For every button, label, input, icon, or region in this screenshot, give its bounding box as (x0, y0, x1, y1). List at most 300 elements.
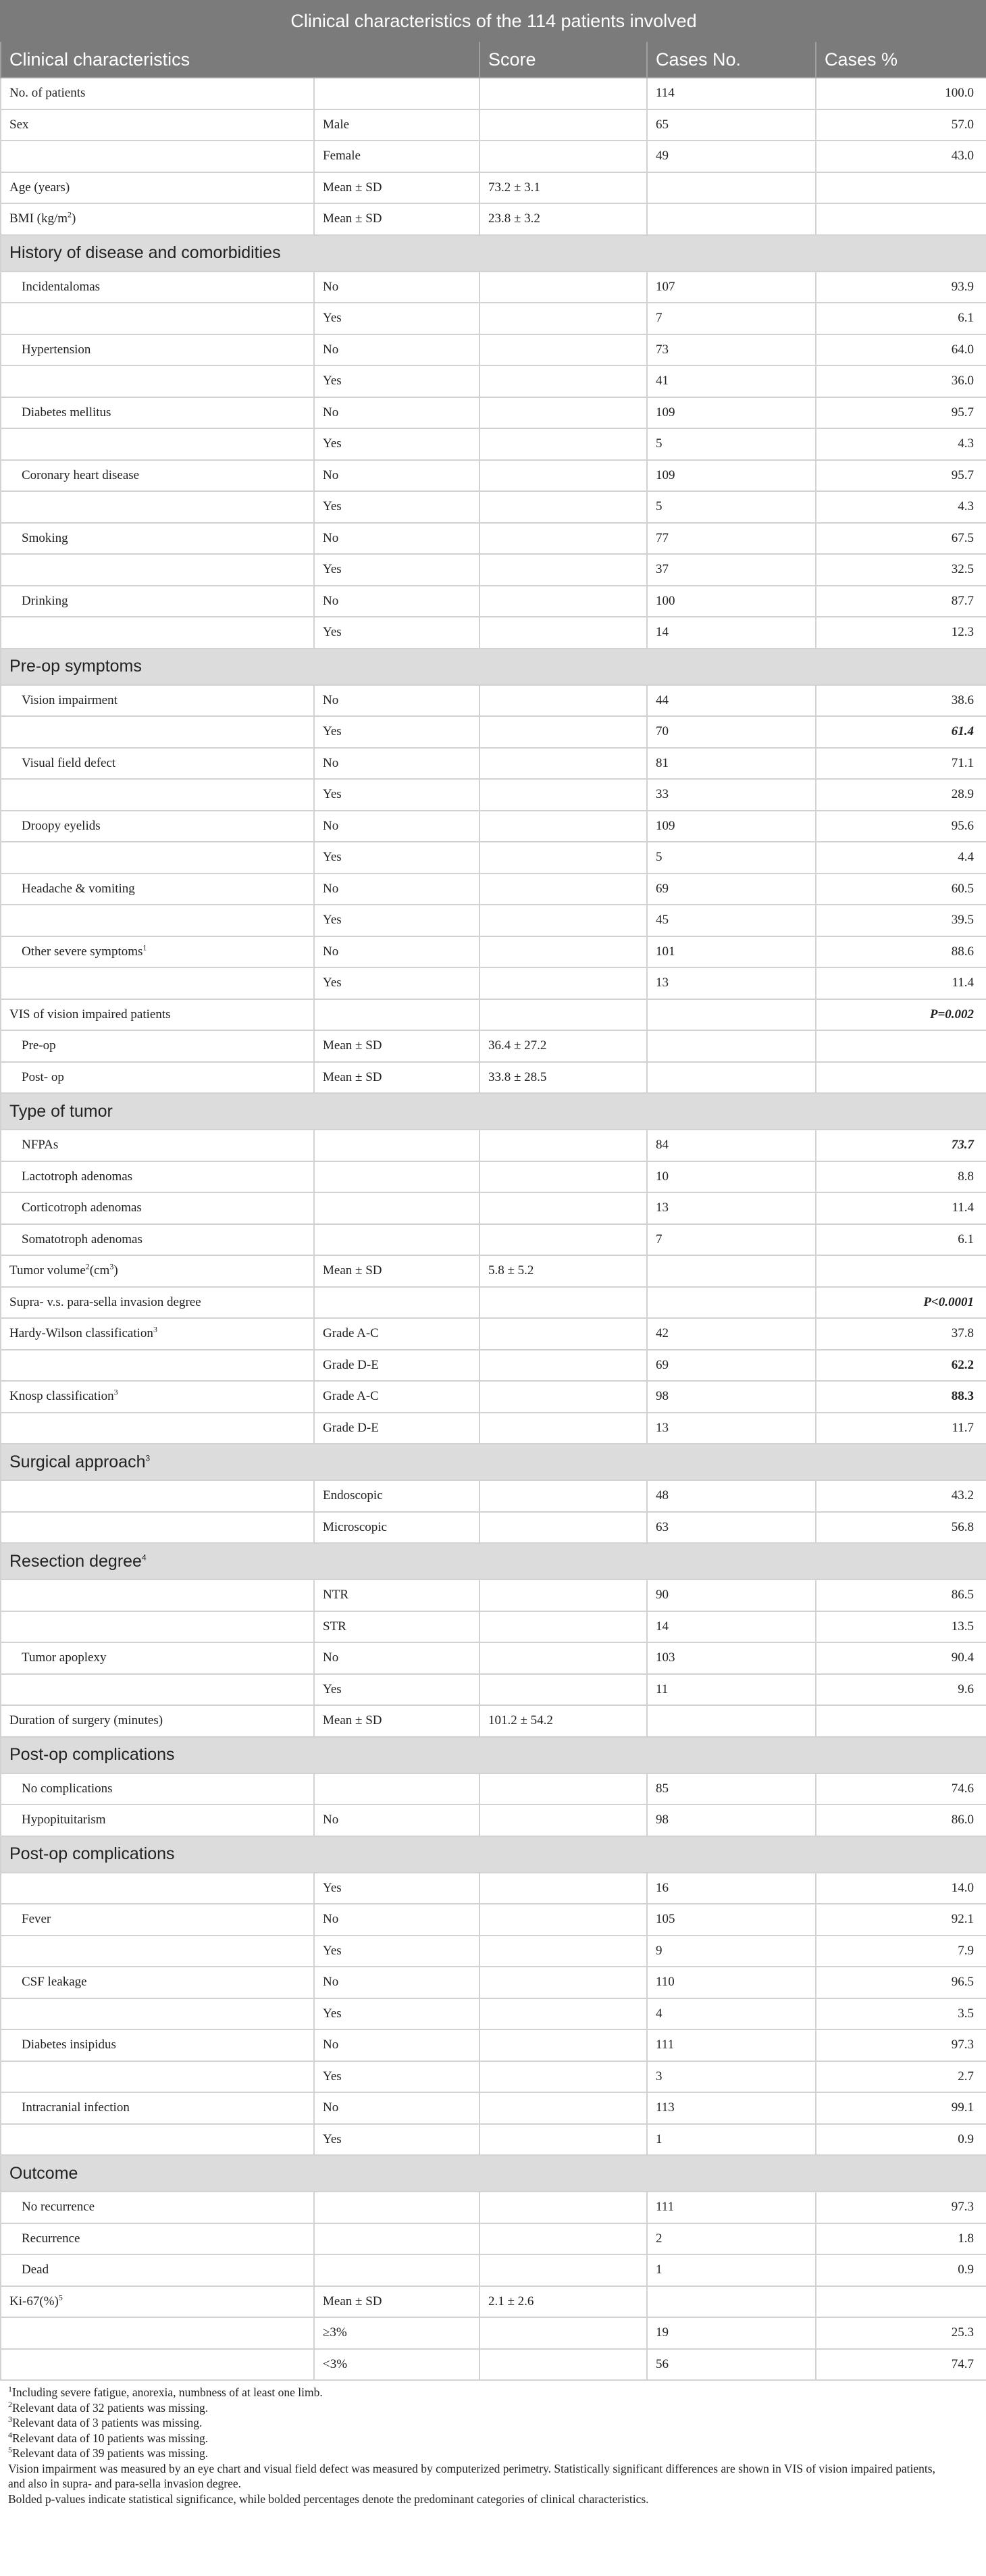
cases-percent-cell: 61.4 (816, 716, 986, 748)
cases-percent-cell (816, 2286, 986, 2318)
unit-exponent: 3 (109, 1261, 114, 1271)
subcategory-cell: No (314, 936, 479, 968)
score-cell (479, 1936, 647, 1967)
subcategory-cell: Yes (314, 716, 479, 748)
score-cell (479, 1192, 647, 1224)
cases-no-cell: 5 (647, 842, 816, 874)
score-cell (479, 78, 647, 109)
cases-percent-cell: 99.1 (816, 2092, 986, 2124)
cases-no-cell: 90 (647, 1580, 816, 1611)
cases-no-cell: 14 (647, 617, 816, 649)
characteristic-cell (1, 1318, 314, 1350)
subcategory-cell: Yes (314, 491, 479, 523)
characteristic-label: NFPAs (22, 1138, 59, 1153)
footnote-text: Relevant data of 39 patients was missing. (12, 2446, 209, 2460)
characteristic-label: Fever (22, 1912, 51, 1927)
subcategory-cell: Yes (314, 1936, 479, 1967)
table-row (1, 1705, 986, 1737)
score-cell (479, 1804, 647, 1836)
characteristic-cell (1, 586, 314, 617)
score-cell (479, 1998, 647, 2030)
characteristic-cell (1, 1998, 314, 2030)
cases-percent-cell: 87.7 (816, 586, 986, 617)
characteristic-cell (1, 303, 314, 334)
score-cell (479, 967, 647, 999)
cases-percent-cell: 3.5 (816, 1998, 986, 2030)
table-row (1, 2124, 986, 2156)
cases-percent-cell: 0.9 (816, 2254, 986, 2286)
table-row (1, 397, 986, 429)
score-cell (479, 2124, 647, 2156)
subcategory-cell (314, 1192, 479, 1224)
characteristic-cell (1, 2317, 314, 2349)
score-cell (479, 1480, 647, 1512)
cases-no-cell: 107 (647, 272, 816, 303)
characteristic-label: Lactotroph adenomas (22, 1169, 133, 1184)
characteristic-label: Headache & vomiting (22, 881, 135, 896)
cases-no-cell: 13 (647, 1413, 816, 1444)
table-row (1, 1062, 986, 1094)
characteristic-cell (1, 460, 314, 492)
subcategory-cell: No (314, 272, 479, 303)
score-cell (479, 1967, 647, 1998)
subcategory-cell: Yes (314, 905, 479, 936)
footnote-line (8, 2415, 978, 2431)
table-row (1, 2192, 986, 2223)
subcategory-cell: Male (314, 109, 479, 141)
cases-no-cell: 48 (647, 1480, 816, 1512)
characteristic-cell (1, 2286, 314, 2318)
score-cell (479, 2349, 647, 2381)
table-row (1, 1130, 986, 1161)
footnote-ref: 1 (142, 942, 147, 953)
characteristic-label: Vision impairment (22, 692, 118, 707)
score-cell (479, 874, 647, 905)
cases-percent-cell (816, 1030, 986, 1062)
subcategory-cell (314, 78, 479, 109)
footnote-line (8, 2446, 978, 2461)
footnote-text: Relevant data of 10 patients was missing. (12, 2431, 209, 2445)
table-row (1, 1287, 986, 1319)
characteristic-cell (1, 1480, 314, 1512)
subcategory-cell (314, 999, 479, 1031)
characteristic-label: Post- op (22, 1069, 64, 1084)
characteristic-cell (1, 397, 314, 429)
characteristic-cell (1, 1062, 314, 1094)
characteristic-label: Hardy-Wilson classification (9, 1326, 153, 1341)
table-row (1, 1611, 986, 1643)
subcategory-cell: Yes (314, 303, 479, 334)
cases-percent-cell (816, 1062, 986, 1094)
subcategory-cell: Microscopic (314, 1512, 479, 1544)
characteristic-label: VIS of vision impaired patients (9, 1007, 171, 1021)
table-footnotes (0, 2381, 986, 2506)
section-header-row (1, 1093, 986, 1130)
score-cell (479, 716, 647, 748)
cases-no-cell: 5 (647, 428, 816, 460)
cases-percent-cell: 4.3 (816, 428, 986, 460)
subcategory-cell: Yes (314, 2124, 479, 2156)
characteristic-cell (1, 1255, 314, 1287)
cases-percent-cell: 64.0 (816, 334, 986, 366)
table-row (1, 1030, 986, 1062)
subcategory-cell: ≥3% (314, 2317, 479, 2349)
characteristic-cell (1, 1350, 314, 1382)
table-row (1, 905, 986, 936)
cases-percent-cell: 39.5 (816, 905, 986, 936)
section-title-text: Post-op complications (9, 1745, 175, 1764)
cases-percent-cell: 0.9 (816, 2124, 986, 2156)
score-cell (479, 2092, 647, 2124)
score-cell (479, 842, 647, 874)
table-row (1, 748, 986, 780)
cases-no-cell: 7 (647, 303, 816, 334)
characteristic-cell (1, 1873, 314, 1904)
section-header-row (1, 1444, 986, 1480)
score-cell (479, 109, 647, 141)
subcategory-cell: No (314, 1904, 479, 1936)
cases-no-cell: 111 (647, 2192, 816, 2223)
characteristic-cell (1, 779, 314, 811)
cases-no-cell: 110 (647, 1967, 816, 1998)
cases-percent-cell: 4.4 (816, 842, 986, 874)
footnote-text: Relevant data of 32 patients was missing. (12, 2400, 209, 2415)
cases-percent-cell (816, 1705, 986, 1737)
footnote-number: 2 (8, 2399, 12, 2409)
cases-no-cell: 41 (647, 365, 816, 397)
score-cell (479, 365, 647, 397)
subcategory-cell: Yes (314, 2061, 479, 2093)
footnote-text: Vision impairment was measured by an eye chart and visual field defect was measured by computerized perimetry. Statistically significant differences are shown in VIS of vision impaired patients, (8, 2461, 935, 2475)
score-cell (479, 141, 647, 172)
cases-percent-cell: 7.9 (816, 1936, 986, 1967)
subcategory-cell: Yes (314, 779, 479, 811)
section-header-row (1, 2155, 986, 2192)
table-row (1, 172, 986, 204)
table-row (1, 365, 986, 397)
score-cell (479, 1381, 647, 1413)
characteristic-cell (1, 78, 314, 109)
table-row (1, 1480, 986, 1512)
section-title (1, 1093, 986, 1130)
table-row (1, 1318, 986, 1350)
footnote-line (8, 2476, 978, 2492)
score-cell: 101.2 ± 54.2 (479, 1705, 647, 1737)
cases-percent-cell: 56.8 (816, 1512, 986, 1544)
characteristic-label: Supra- v.s. para-sella invasion degree (9, 1294, 201, 1309)
cases-no-cell: 113 (647, 2092, 816, 2124)
cases-percent-cell (816, 203, 986, 235)
cases-no-cell: 1 (647, 2124, 816, 2156)
subcategory-cell (314, 2223, 479, 2255)
characteristic-cell (1, 1936, 314, 1967)
cases-percent-cell: 28.9 (816, 779, 986, 811)
table-row (1, 2029, 986, 2061)
score-cell (479, 460, 647, 492)
characteristic-label: Diabetes insipidus (22, 2038, 116, 2052)
table-row (1, 2223, 986, 2255)
characteristic-cell (1, 203, 314, 235)
characteristic-cell (1, 523, 314, 555)
cases-percent-cell: 14.0 (816, 1873, 986, 1904)
table-row (1, 811, 986, 842)
characteristic-cell (1, 1512, 314, 1544)
cases-no-cell: 9 (647, 1936, 816, 1967)
score-cell (479, 1904, 647, 1936)
cases-no-cell: 85 (647, 1773, 816, 1805)
cases-no-cell: 63 (647, 1512, 816, 1544)
score-cell (479, 2192, 647, 2223)
subcategory-cell: No (314, 397, 479, 429)
cases-no-cell (647, 203, 816, 235)
cases-no-cell: 100 (647, 586, 816, 617)
score-cell (479, 1580, 647, 1611)
characteristic-label: BMI (kg/m (9, 211, 68, 226)
cases-no-cell: 69 (647, 874, 816, 905)
footnote-line (8, 2461, 978, 2477)
footnote-ref: 2 (85, 1261, 90, 1271)
cases-percent-cell (816, 1255, 986, 1287)
table-title-row (1, 1, 986, 41)
cases-no-cell (647, 1287, 816, 1319)
table-row (1, 1998, 986, 2030)
score-cell (479, 1512, 647, 1544)
cases-no-cell (647, 1030, 816, 1062)
characteristic-label: Incidentalomas (22, 279, 101, 294)
cases-no-cell: 111 (647, 2029, 816, 2061)
score-cell (479, 2317, 647, 2349)
header-clinical-characteristics: Clinical characteristics (1, 41, 479, 78)
characteristic-cell (1, 967, 314, 999)
cases-percent-cell: 6.1 (816, 303, 986, 334)
characteristic-cell (1, 1381, 314, 1413)
characteristic-cell (1, 272, 314, 303)
characteristic-cell (1, 936, 314, 968)
footnote-number: 4 (8, 2429, 12, 2440)
cases-percent-cell: 88.3 (816, 1381, 986, 1413)
subcategory-cell: Mean ± SD (314, 1062, 479, 1094)
characteristic-label: No. of patients (9, 86, 86, 101)
cases-percent-cell: P=0.002 (816, 999, 986, 1031)
cases-no-cell: 3 (647, 2061, 816, 2093)
table-row (1, 1580, 986, 1611)
cases-no-cell: 45 (647, 905, 816, 936)
cases-no-cell: 105 (647, 1904, 816, 1936)
characteristic-cell (1, 365, 314, 397)
characteristic-cell (1, 1580, 314, 1611)
subcategory-cell (314, 1130, 479, 1161)
header-score: Score (479, 41, 647, 78)
subcategory-cell: No (314, 748, 479, 780)
subcategory-cell: Mean ± SD (314, 1255, 479, 1287)
subcategory-cell: No (314, 811, 479, 842)
table-row (1, 617, 986, 649)
cases-percent-cell: 43.2 (816, 1480, 986, 1512)
score-cell: 33.8 ± 28.5 (479, 1062, 647, 1094)
footnote-line (8, 2400, 978, 2416)
score-cell (479, 2061, 647, 2093)
characteristic-cell (1, 1413, 314, 1444)
score-cell (479, 999, 647, 1031)
cases-no-cell (647, 2286, 816, 2318)
score-cell (479, 936, 647, 968)
subcategory-cell (314, 2192, 479, 2223)
cases-no-cell: 11 (647, 1674, 816, 1706)
subcategory-cell: No (314, 586, 479, 617)
characteristic-cell (1, 2061, 314, 2093)
subcategory-cell: Mean ± SD (314, 172, 479, 204)
characteristic-label: Other severe symptoms (22, 944, 143, 959)
table-row (1, 1967, 986, 1998)
score-cell (479, 1224, 647, 1256)
cases-no-cell: 1 (647, 2254, 816, 2286)
cases-no-cell: 44 (647, 685, 816, 717)
cases-percent-cell: 11.7 (816, 1413, 986, 1444)
cases-no-cell (647, 172, 816, 204)
subcategory-cell: No (314, 2029, 479, 2061)
subcategory-cell: Mean ± SD (314, 203, 479, 235)
footnote-number: 5 (8, 2445, 12, 2455)
cases-percent-cell: 11.4 (816, 967, 986, 999)
characteristic-label: Corticotroph adenomas (22, 1201, 142, 1215)
subcategory-cell (314, 1287, 479, 1319)
table-row (1, 78, 986, 109)
table-row (1, 779, 986, 811)
score-cell (479, 523, 647, 555)
footnote-text: Relevant data of 3 patients was missing. (12, 2416, 203, 2429)
characteristic-cell (1, 1967, 314, 1998)
characteristic-label: Diabetes mellitus (22, 405, 111, 420)
table-row (1, 1512, 986, 1544)
table-row (1, 999, 986, 1031)
cases-no-cell: 13 (647, 967, 816, 999)
table-row (1, 1413, 986, 1444)
table-row (1, 109, 986, 141)
subcategory-cell: Grade A-C (314, 1381, 479, 1413)
cases-percent-cell: 4.3 (816, 491, 986, 523)
section-title-text: Outcome (9, 2163, 78, 2183)
header-cases-percent: Cases % (816, 41, 986, 78)
subcategory-cell: Yes (314, 554, 479, 586)
characteristic-cell (1, 334, 314, 366)
characteristic-cell (1, 1705, 314, 1737)
footnote-line (8, 2431, 978, 2446)
cases-no-cell (647, 1705, 816, 1737)
cases-no-cell: 101 (647, 936, 816, 968)
cases-no-cell: 77 (647, 523, 816, 555)
footnote-number: 3 (8, 2415, 12, 2425)
score-cell (479, 779, 647, 811)
cases-percent-cell: 95.7 (816, 460, 986, 492)
subcategory-cell: STR (314, 1611, 479, 1643)
table-row (1, 428, 986, 460)
table-title: Clinical characteristics of the 114 patients involved (1, 1, 986, 41)
cases-percent-cell: 93.9 (816, 272, 986, 303)
subcategory-cell: No (314, 460, 479, 492)
cases-percent-cell: 67.5 (816, 523, 986, 555)
characteristic-label: Age (years) (9, 180, 70, 195)
table-row (1, 1773, 986, 1805)
cases-percent-cell: 60.5 (816, 874, 986, 905)
cases-percent-cell: 96.5 (816, 1967, 986, 1998)
subcategory-cell: Yes (314, 1873, 479, 1904)
table-row (1, 1642, 986, 1674)
footnote-ref: 3 (145, 1453, 151, 1463)
subcategory-cell: Endoscopic (314, 1480, 479, 1512)
score-cell (479, 2254, 647, 2286)
characteristic-label: Hypopituitarism (22, 1813, 106, 1827)
score-cell (479, 905, 647, 936)
cases-no-cell: 33 (647, 779, 816, 811)
subcategory-cell: No (314, 1804, 479, 1836)
characteristic-label-unit: ) (72, 211, 76, 226)
section-title-text: Post-op complications (9, 1844, 175, 1863)
section-title (1, 1444, 986, 1480)
characteristic-cell (1, 716, 314, 748)
cases-percent-cell: 6.1 (816, 1224, 986, 1256)
characteristic-label-close: ) (113, 1263, 118, 1278)
score-cell (479, 617, 647, 649)
cases-percent-cell: 90.4 (816, 1642, 986, 1674)
cases-no-cell: 114 (647, 78, 816, 109)
cases-no-cell: 109 (647, 460, 816, 492)
subcategory-cell: Yes (314, 617, 479, 649)
cases-percent-cell: 74.7 (816, 2349, 986, 2381)
characteristic-cell (1, 1773, 314, 1805)
score-cell (479, 1674, 647, 1706)
cases-percent-cell: 36.0 (816, 365, 986, 397)
characteristic-cell (1, 428, 314, 460)
characteristic-cell (1, 2192, 314, 2223)
cases-no-cell: 16 (647, 1873, 816, 1904)
characteristic-cell (1, 905, 314, 936)
characteristic-cell (1, 1674, 314, 1706)
score-cell (479, 685, 647, 717)
table-row (1, 2061, 986, 2093)
subcategory-cell: Grade A-C (314, 1318, 479, 1350)
characteristic-label: Smoking (22, 530, 68, 545)
cases-no-cell: 70 (647, 716, 816, 748)
table-row (1, 1873, 986, 1904)
cases-percent-cell: 62.2 (816, 1350, 986, 1382)
table-row (1, 523, 986, 555)
table-row (1, 2286, 986, 2318)
table-row (1, 491, 986, 523)
table-row (1, 1904, 986, 1936)
score-cell (479, 334, 647, 366)
score-cell (479, 586, 647, 617)
section-title (1, 1543, 986, 1580)
subcategory-cell: No (314, 874, 479, 905)
characteristic-cell (1, 1224, 314, 1256)
section-title-text: Pre-op symptoms (9, 657, 142, 676)
characteristic-cell (1, 748, 314, 780)
table-row (1, 554, 986, 586)
characteristic-label: Tumor apoplexy (22, 1650, 107, 1665)
section-header-row (1, 235, 986, 272)
cases-no-cell (647, 1062, 816, 1094)
score-cell (479, 491, 647, 523)
characteristic-cell (1, 1130, 314, 1161)
footnote-line (8, 2492, 978, 2507)
cases-percent-cell: 88.6 (816, 936, 986, 968)
subcategory-cell: Yes (314, 428, 479, 460)
subcategory-cell: Grade D-E (314, 1350, 479, 1382)
table-row (1, 967, 986, 999)
section-header-row (1, 1836, 986, 1873)
cases-no-cell: 84 (647, 1130, 816, 1161)
cases-no-cell: 98 (647, 1804, 816, 1836)
